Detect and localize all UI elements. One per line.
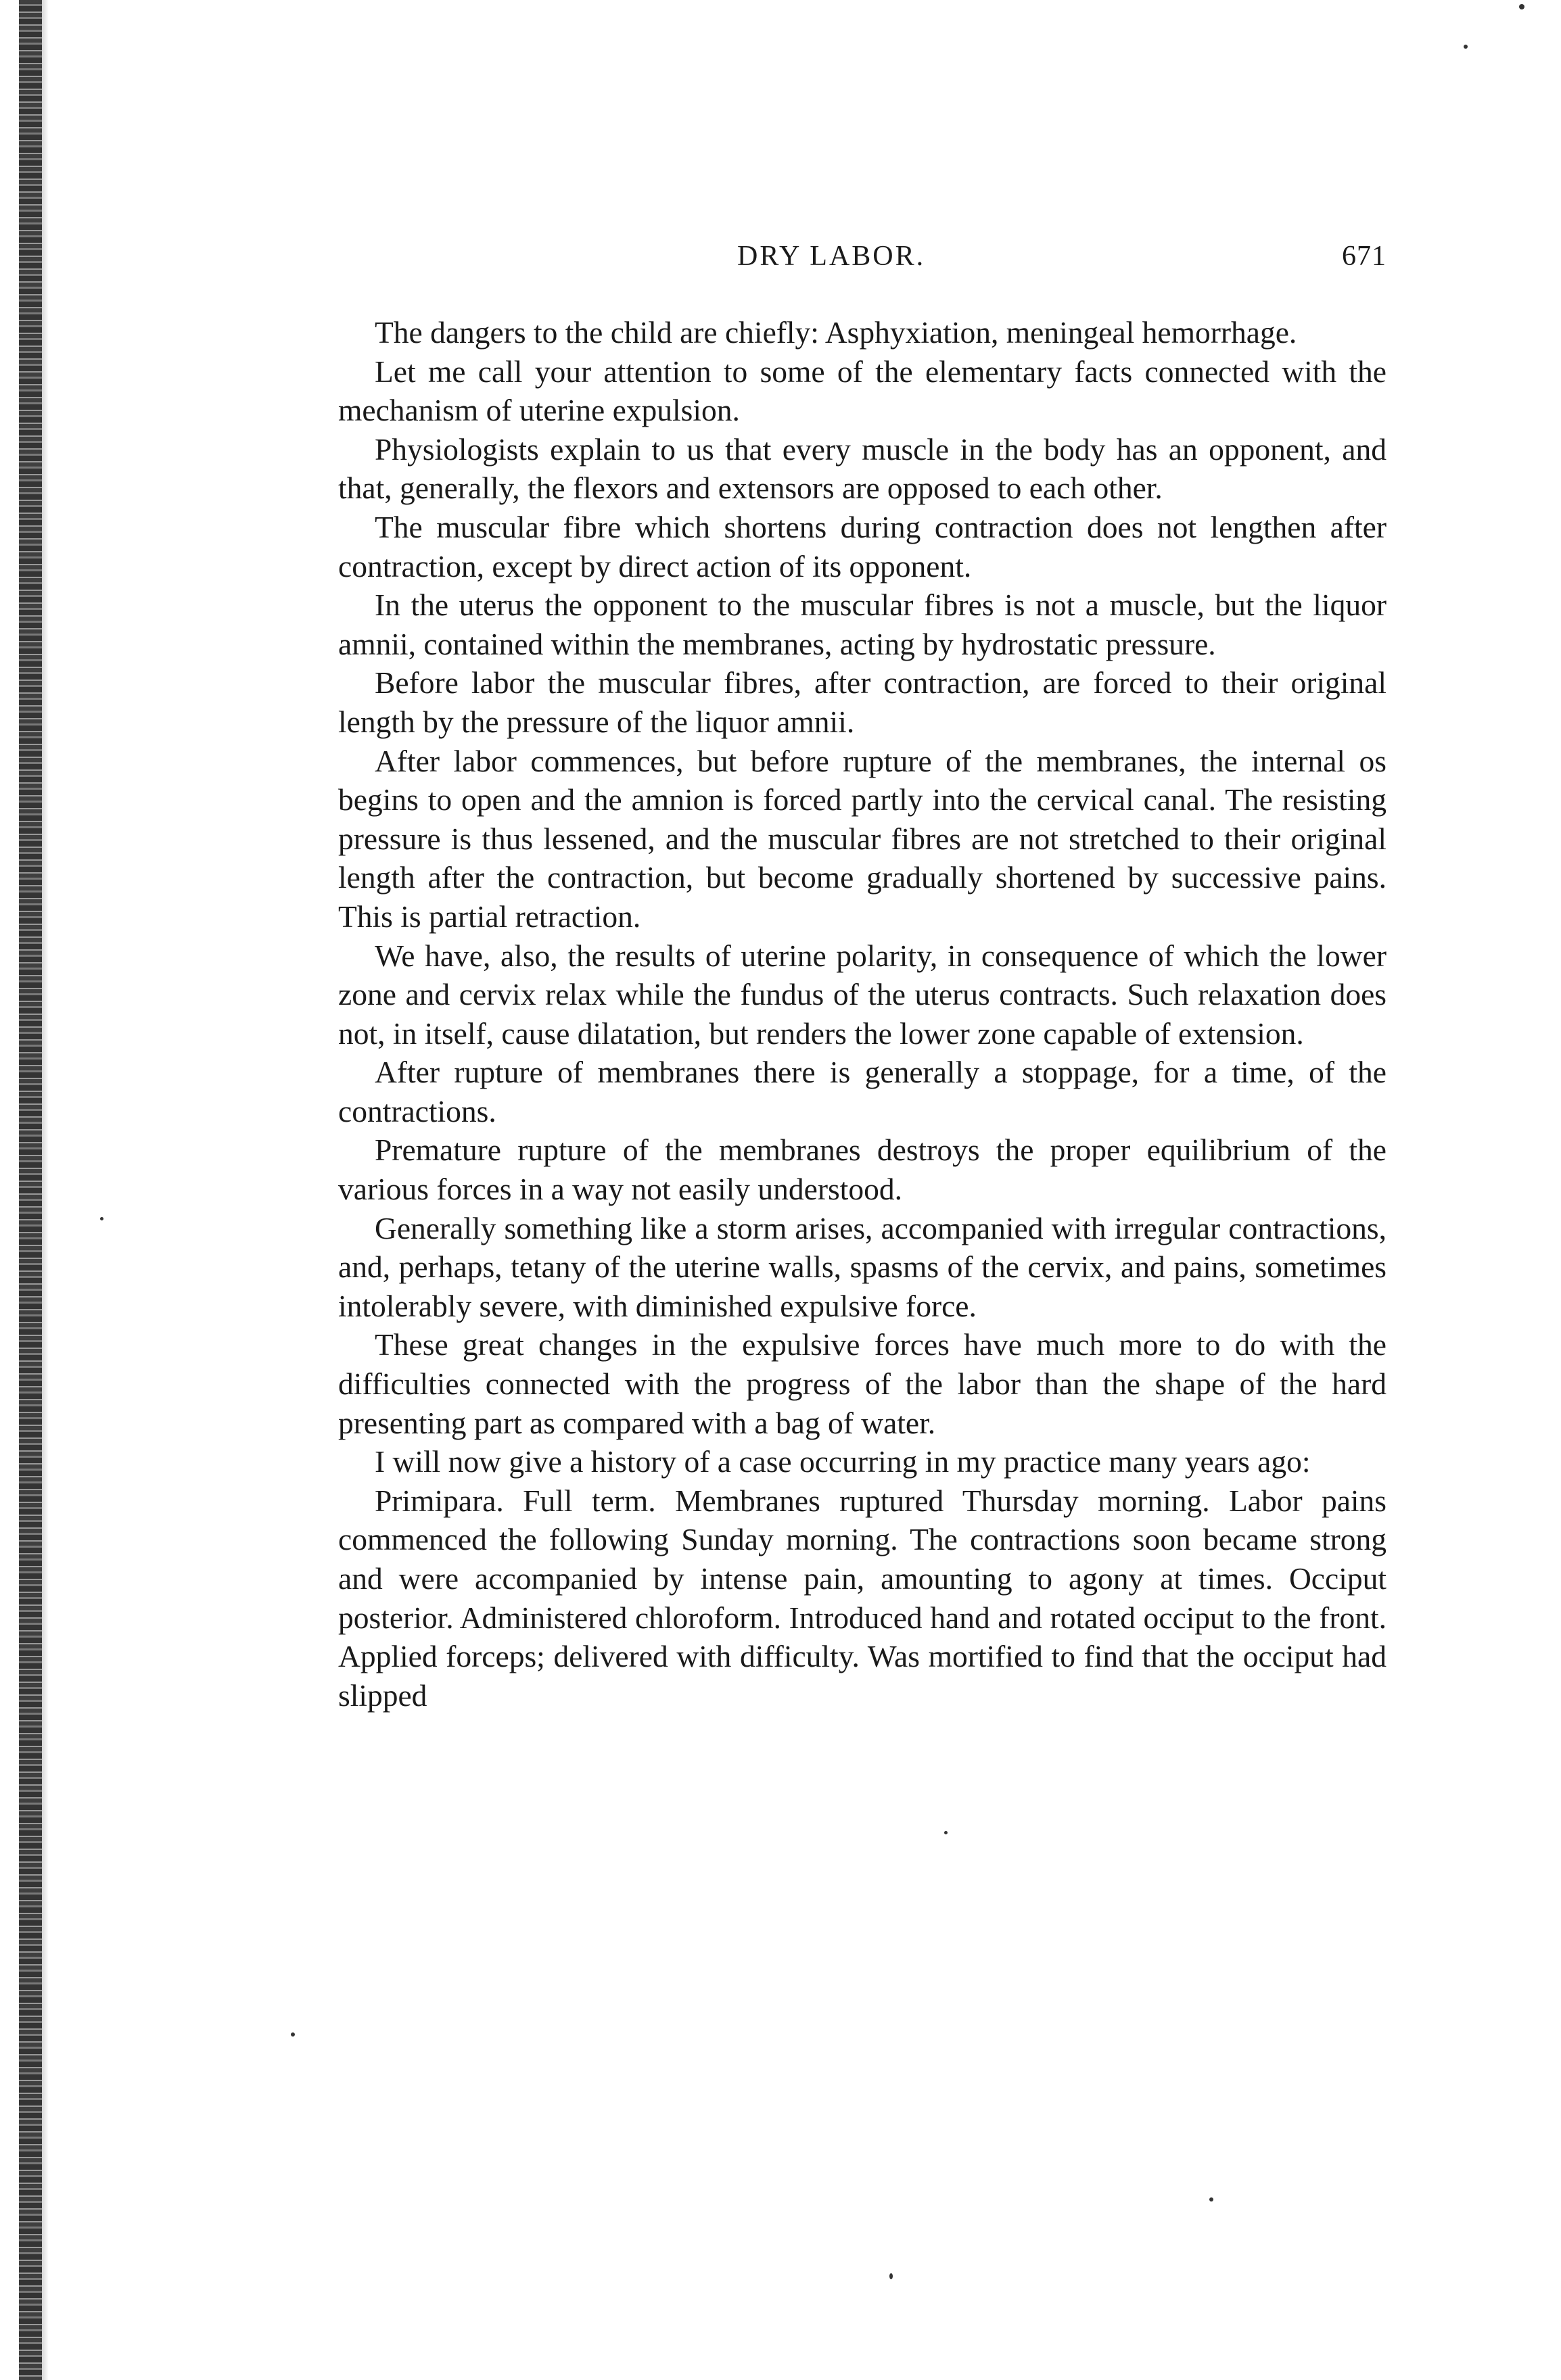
paragraph: After rupture of membranes there is generally a stoppage, for a time, of the contractions. <box>338 1055 1387 1128</box>
paragraph: These great changes in the expulsive forces have much more to do with the difficulties connected with the progress of the labor than the shape of the hard presenting part as compared with a bag of water. <box>338 1327 1387 1440</box>
running-title: DRY LABOR. <box>737 241 926 272</box>
scan-speck <box>1519 4 1524 9</box>
scan-speck <box>1464 45 1468 49</box>
paragraph: Physiologists explain to us that every muscle in the body has an opponent, and that, generally, the flexors and extensors are opposed to each other. <box>338 431 1387 506</box>
binding-shadow <box>42 0 49 2380</box>
paragraph: Primipara. Full term. Membranes ruptured Thursday morning. Labor pains commenced the following Sunday morning. The contractions soon became strong and were accompanied by intense pain, amounting to agony at times. Occiput posterior. Administered chloroform. Introduced hand and rotated occiput to the front. Applied forceps; delivered with difficulty. Was mortified to find that the occiput had slipped <box>338 1483 1387 1713</box>
paragraph: I will now give a history of a case occurring in my practice many years ago: <box>375 1444 1311 1479</box>
paragraph: Let me call your attention to some of the elementary facts connected with the mechanism of uterine expulsion. <box>338 354 1387 428</box>
book-binding-edge <box>19 0 42 2380</box>
paragraph: Premature rupture of the membranes destroys the proper equilibrium of the various forces in a way not easily understood. <box>338 1133 1387 1207</box>
paragraph: After labor commences, but before rupture of the membranes, the internal os begins to open and the amnion is forced partly into the cervical canal. The resisting pressure is thus lessened, and the muscular fibres are not stretched to their original length after the contraction, but become gradually shortened by successive pains. This is partial retraction. <box>338 743 1387 934</box>
scan-speck <box>100 1217 103 1220</box>
scan-speck <box>889 2273 893 2279</box>
running-head <box>338 240 1387 281</box>
page-number: 671 <box>1342 241 1387 272</box>
paragraph: The dangers to the child are chiefly: Asphyxiation, meningeal hemorrhage. <box>375 315 1297 350</box>
scan-speck <box>1209 2197 1213 2202</box>
scan-speck <box>944 1831 948 1834</box>
scan-speck <box>291 2032 295 2037</box>
paragraph: Before labor the muscular fibres, after contraction, are forced to their original length by the pressure of the liquor amnii. <box>338 665 1387 739</box>
paragraph: We have, also, the results of uterine polarity, in consequence of which the lower zone and cervix relax while the fundus of the uterus contracts. Such relaxation does not, in itself, cause dilatation, but renders the lower zone capable of extension. <box>338 938 1387 1051</box>
paragraph: In the uterus the opponent to the muscular fibres is not a muscle, but the liquor amnii, contained within the membranes, acting by hydrostatic pressure. <box>338 588 1387 661</box>
body-text <box>338 313 1387 1715</box>
paragraph: The muscular fibre which shortens during contraction does not lengthen after contraction, except by direct action of its opponent. <box>338 509 1387 584</box>
paragraph: Generally something like a storm arises, accompanied with irregular contractions, and, perhaps, tetany of the uterine walls, spasms of the cervix, and pains, sometimes intolerably severe, with diminished expulsive force. <box>338 1210 1387 1323</box>
